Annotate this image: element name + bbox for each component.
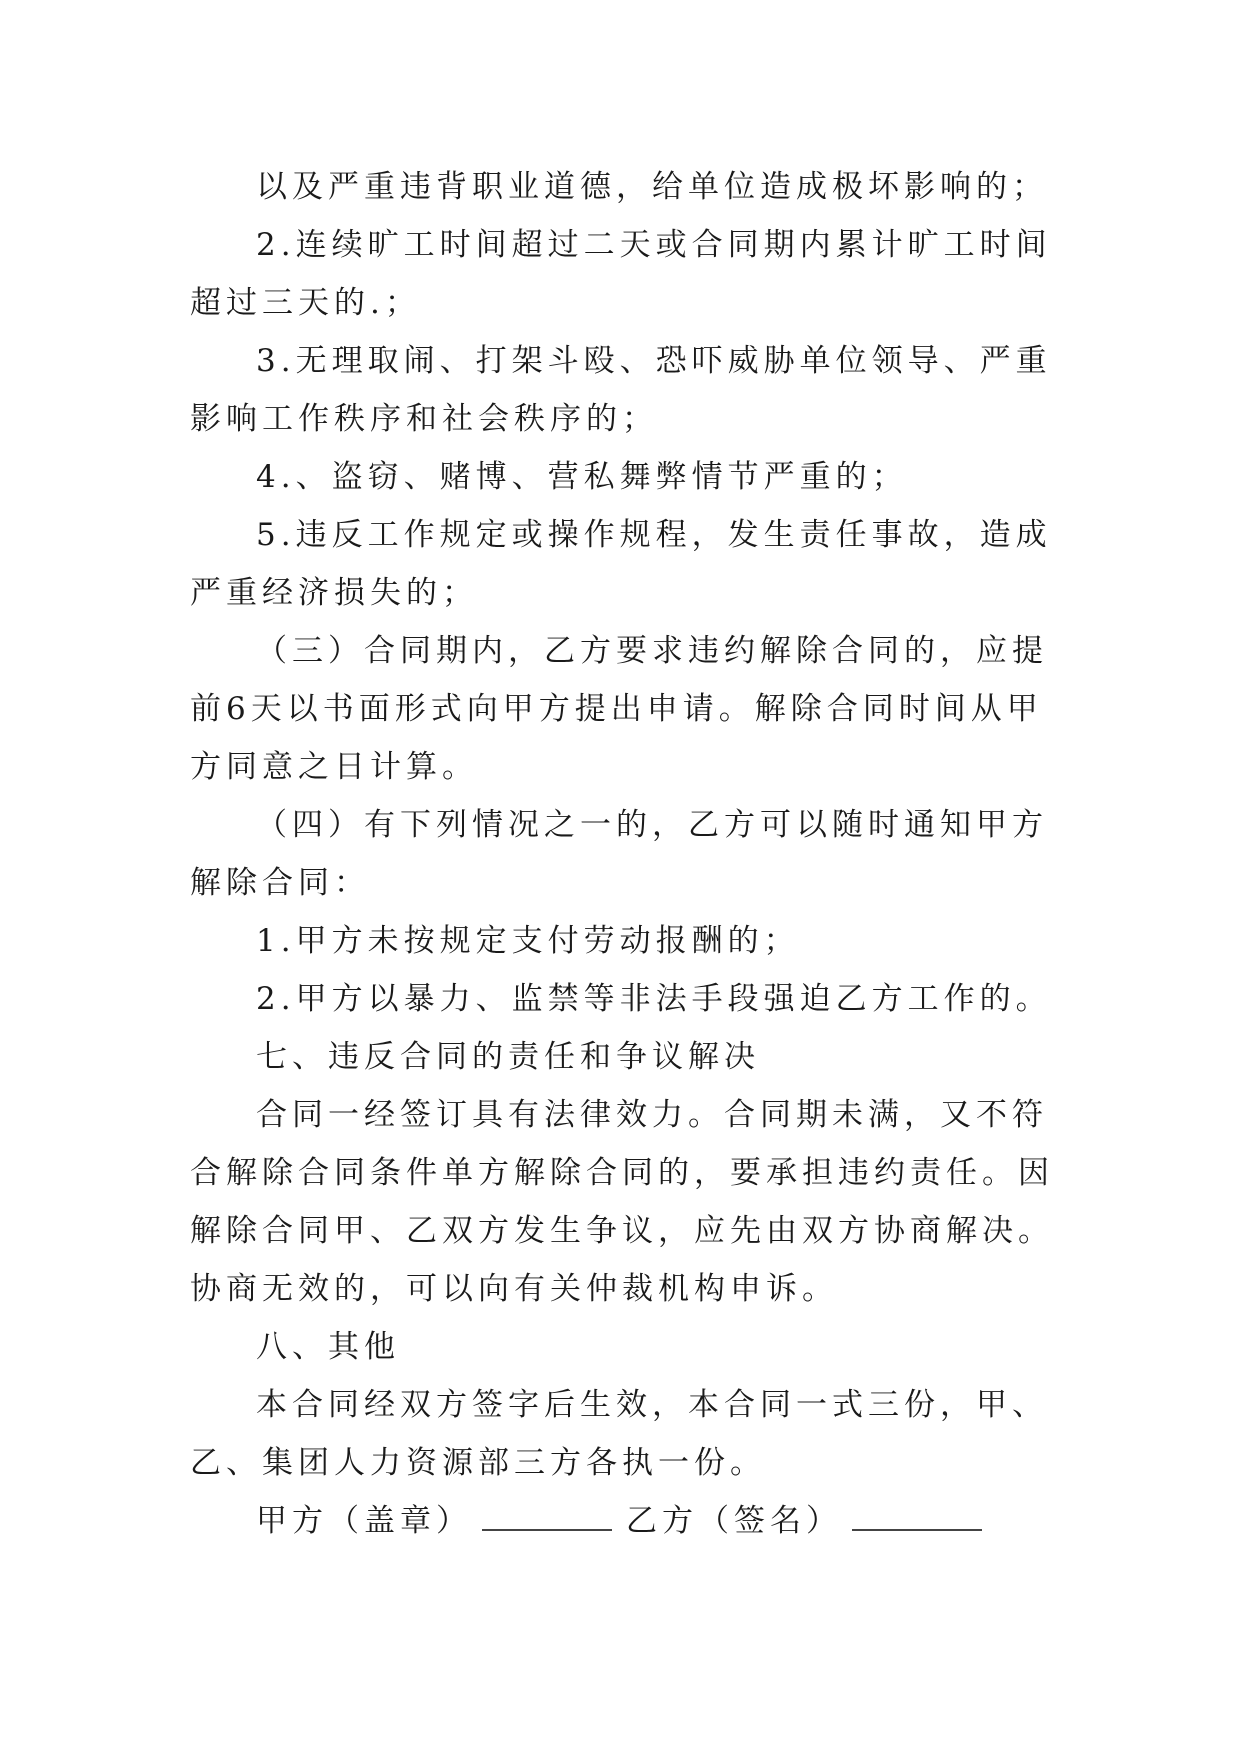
paragraph-theft-clause: 4.、盗窃、赌博、营私舞弊情节严重的； (256, 459, 908, 495)
party-a-signature-line (482, 1527, 612, 1531)
paragraph-liability: 合同一经签订具有法律效力。合同期未满，又不符合解除合同条件单方解除合同的，要承担违约责任。因解除合同甲、乙双方发生争议，应先由双方协商解决。协商无效的，可以向有关仲裁机构申诉。 (190, 1097, 1054, 1307)
party-a-label: 甲方（盖章） (256, 1503, 472, 1539)
signature-row (190, 1492, 1070, 1550)
paragraph-absenteeism-clause: 2.连续旷工时间超过二天或合同期内累计旷工时间超过三天的.； (190, 227, 1052, 321)
heading-section-eight: 八、其他 (256, 1329, 400, 1365)
heading-section-seven: 七、违反合同的责任和争议解决 (256, 1039, 760, 1075)
paragraph-disorder-clause: 3.无理取闹、打架斗殴、恐吓威胁单位领导、严重影响工作秩序和社会秩序的； (190, 343, 1052, 437)
paragraph-unpaid-wages-clause: 1.甲方未按规定支付劳动报酬的； (256, 923, 800, 959)
paragraph-forced-labor-clause: 2.甲方以暴力、监禁等非法手段强迫乙方工作的。 (256, 981, 1052, 1017)
paragraph-section-three: （三）合同期内，乙方要求违约解除合同的，应提前6天以书面形式向甲方提出申请。解除合同时间从甲方同意之日计算。 (190, 633, 1048, 785)
party-b-signature-line (852, 1527, 982, 1531)
document-body (190, 158, 1070, 1550)
paragraph-section-four: （四）有下列情况之一的，乙方可以随时通知甲方解除合同： (190, 807, 1048, 901)
paragraph-effectiveness: 本合同经双方签字后生效，本合同一式三份，甲、乙、集团人力资源部三方各执一份。 (190, 1387, 1048, 1481)
paragraph-misconduct-clause: 以及严重违背职业道德，给单位造成极坏影响的； (256, 169, 1048, 205)
party-b-label: 乙方（签名） (626, 1503, 842, 1539)
paragraph-accident-clause: 5.违反工作规定或操作规程，发生责任事故，造成严重经济损失的； (190, 517, 1052, 611)
